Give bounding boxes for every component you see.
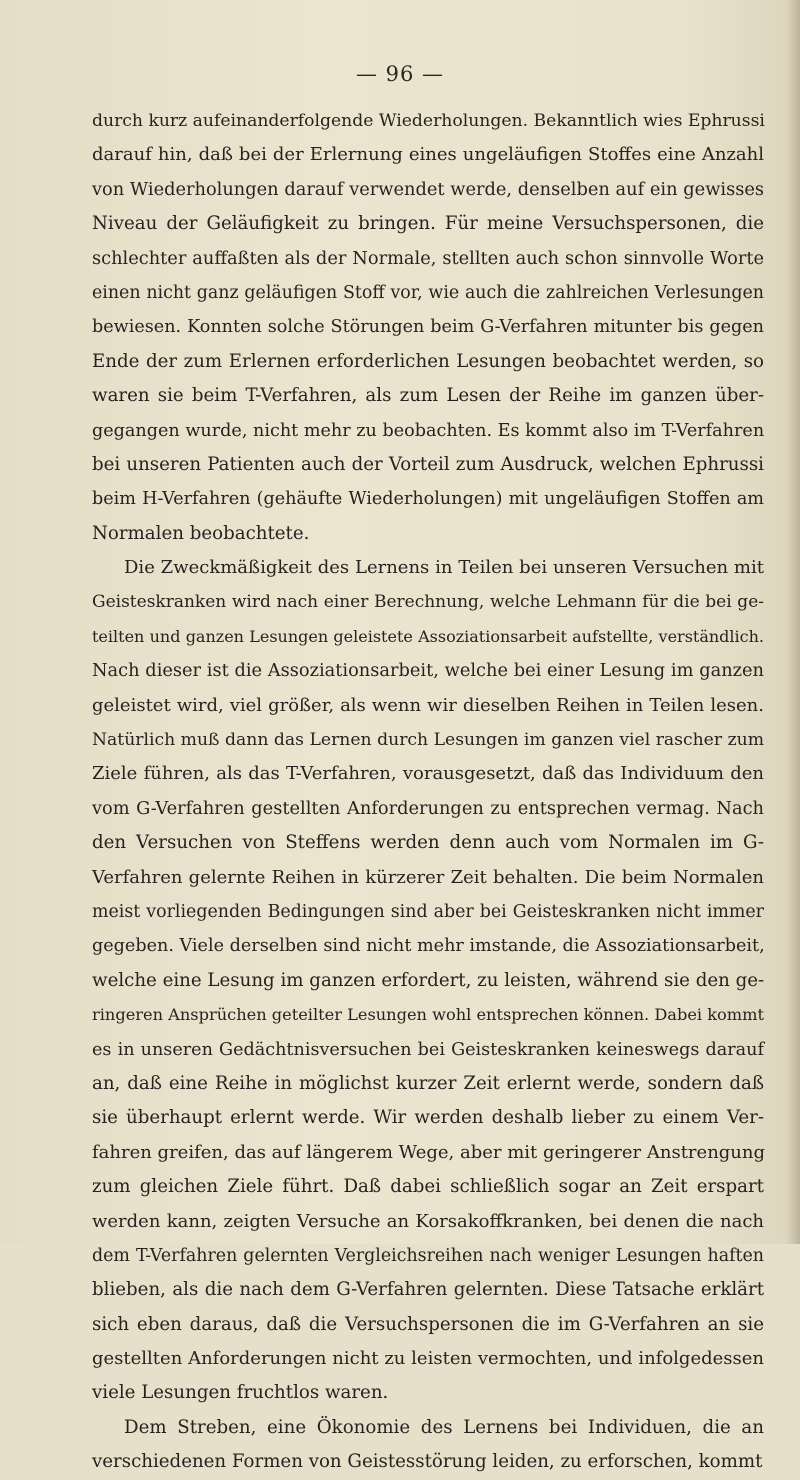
text-line: Niveau der Geläufigkeit zu bringen. Für meine Versuchspersonen, die: [92, 213, 764, 235]
text-line: geleistet wird, viel größer, als wenn wir dieselben Reihen in Teilen lesen.: [92, 694, 764, 716]
paragraph: [92, 551, 764, 1411]
body-text: [92, 104, 764, 1480]
text-line: sich eben daraus, daß die Versuchspersonen die im G-Verfahren an sie: [92, 1313, 764, 1335]
text-line: Normalen beobachtete.: [92, 522, 310, 544]
text-line: Dem Streben, eine Ökonomie des Lernens bei Individuen, die an: [124, 1416, 764, 1438]
text-line: ringeren Ansprüchen geteilter Lesungen wohl entsprechen können. Dabei kommt: [92, 1005, 764, 1025]
text-line: welche eine Lesung im ganzen erfordert, zu leisten, während sie den ge-: [92, 969, 765, 991]
text-line: beim H-Verfahren (gehäufte Wiederholungen) mit ungeläufigen Stoffen am: [92, 489, 764, 510]
text-line: den Versuchen von Steffens werden denn auch vom Normalen im G-: [92, 832, 764, 854]
text-line: Die Zweckmäßigkeit des Lernens in Teilen bei unseren Versuchen mit: [124, 557, 764, 579]
text-line: waren sie beim T-Verfahren, als zum Lesen der Reihe im ganzen über-: [92, 385, 764, 407]
text-line: verschiedenen Formen von Geistesstörung leiden, zu erforschen, kommt: [92, 1451, 763, 1473]
text-line: einen nicht ganz geläufigen Stoff vor, wie auch die zahlreichen Verlesungen: [92, 282, 764, 303]
text-line: Verfahren gelernte Reihen in kürzerer Zeit behalten. Die beim Normalen: [92, 866, 764, 888]
text-line: blieben, als die nach dem G-Verfahren gelernten. Diese Tatsache erklärt: [92, 1279, 764, 1301]
text-line: bei unseren Patienten auch der Vorteil zum Ausdruck, welchen Ephrussi: [92, 453, 764, 475]
text-line: gegangen wurde, nicht mehr zu beobachten. Es kommt also im T-Verfahren: [92, 420, 765, 441]
text-line: gestellten Anforderungen nicht zu leisten vermochten, und infolgedessen: [92, 1348, 764, 1370]
text-line: fahren greifen, das auf längerem Wege, aber mit geringerer Anstrengung: [92, 1141, 766, 1163]
text-line: darauf hin, daß bei der Erlernung eines ungeläufigen Stoffes eine Anzahl: [92, 144, 764, 166]
text-line: an, daß eine Reihe in möglichst kurzer Zeit erlernt werde, sondern daß: [92, 1072, 764, 1094]
text-line: teilten und ganzen Lesungen geleistete Assoziationsarbeit aufstellte, verständlich.: [92, 626, 764, 646]
text-line: bewiesen. Konnten solche Störungen beim G-Verfahren mitunter bis gegen: [92, 317, 764, 338]
text-line: es in unseren Gedächtnisversuchen bei Geisteskranken keineswegs darauf: [92, 1039, 764, 1060]
page-number: — 96 —: [355, 62, 445, 86]
text-line: Ziele führen, als das T-Verfahren, vorausgesetzt, daß das Individuum den: [92, 763, 764, 785]
text-line: dem T-Verfahren gelernten Vergleichsreihen nach weniger Lesungen haften: [92, 1245, 764, 1266]
text-line: viele Lesungen fruchtlos waren.: [92, 1382, 389, 1404]
text-line: durch kurz aufeinanderfolgende Wiederholungen. Bekanntlich wies Ephrussi: [92, 111, 765, 131]
text-line: werden kann, zeigten Versuche an Korsakoffkranken, bei denen die nach: [92, 1210, 764, 1232]
paragraph: [92, 1411, 764, 1480]
paragraph: [92, 104, 764, 551]
text-line: meist vorliegenden Bedingungen sind aber bei Geisteskranken nicht immer: [92, 901, 764, 922]
page-edge-shadow: [786, 0, 800, 1244]
text-line: von Wiederholungen darauf verwendet werde, denselben auf ein gewisses: [92, 178, 764, 200]
text-line: schlechter auffaßten als der Normale, stellten auch schon sinnvolle Worte: [92, 247, 764, 269]
text-line: Geisteskranken wird nach einer Berechnung, welche Lehmann für die bei ge-: [92, 592, 764, 613]
text-line: zum gleichen Ziele führt. Daß dabei schließlich sogar an Zeit erspart: [92, 1176, 764, 1198]
text-line: Nach dieser ist die Assoziationsarbeit, welche bei einer Lesung im ganzen: [92, 660, 764, 682]
text-line: Ende der zum Erlernen erforderlichen Lesungen beobachtet werden, so: [92, 350, 764, 372]
text-line: Natürlich muß dann das Lernen durch Lesungen im ganzen viel rascher zum: [92, 730, 764, 751]
text-line: sie überhaupt erlernt werde. Wir werden deshalb lieber zu einem Ver-: [92, 1107, 764, 1129]
text-line: gegeben. Viele derselben sind nicht mehr imstande, die Assoziationsarbeit,: [92, 936, 765, 957]
text-line: vom G-Verfahren gestellten Anforderungen zu entsprechen vermag. Nach: [92, 797, 764, 819]
